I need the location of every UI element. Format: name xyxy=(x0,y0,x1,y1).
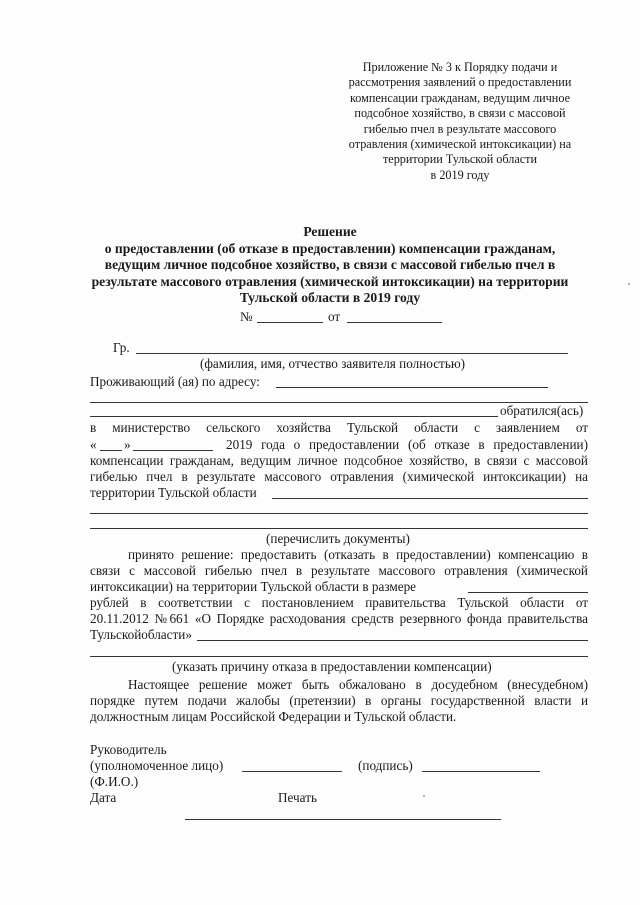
date-field[interactable] xyxy=(347,322,442,323)
body-line: компенсации гражданам, ведущим личное подсобное хозяйство, в связи с массовой xyxy=(90,453,588,468)
date-label: от xyxy=(328,309,341,324)
application-day-field[interactable] xyxy=(100,450,122,451)
title-line: Тульской области в 2019 году xyxy=(239,290,421,306)
address-label: Проживающий (ая) по адресу: xyxy=(90,374,260,389)
appendix-line: подсобное хозяйство, в связи с массовой xyxy=(354,106,566,121)
application-month-field[interactable] xyxy=(133,450,213,451)
title-line: о предоставлении (об отказе в предоставлении) компенсации гражданам, xyxy=(104,240,556,256)
scan-speck xyxy=(628,283,630,285)
title-heading: Решение xyxy=(303,224,357,239)
appendix-note xyxy=(330,60,590,183)
reason-field[interactable] xyxy=(197,640,588,641)
fio-label: (Ф.И.О.) xyxy=(90,774,139,789)
citizen-name-field[interactable] xyxy=(136,353,568,354)
date-sign-label: Дата xyxy=(90,790,117,805)
document-title xyxy=(80,224,580,307)
reason-hint: (указать причину отказа в предоставлении компенсации) xyxy=(172,659,492,674)
head-label: Руководитель xyxy=(90,742,167,757)
decision-line: рублей в соответствии с постановлением правительства Тульской области от xyxy=(90,595,588,610)
appendix-line: отравления (химической интоксикации) на xyxy=(348,137,572,152)
authorized-label: (уполномоченное лицо) xyxy=(90,758,224,773)
documents-hint: (перечислить документы) xyxy=(266,531,410,546)
appendix-line: в 2019 году xyxy=(430,167,490,182)
number-field[interactable] xyxy=(257,322,323,323)
number-label: № xyxy=(240,309,253,324)
documents-field[interactable] xyxy=(272,498,588,499)
amount-field[interactable] xyxy=(468,592,588,593)
decision-line: Тульскойобласти» xyxy=(90,627,192,642)
appendix-line: рассмотрения заявлений о предоставлении xyxy=(348,75,572,90)
appeal-line: Настоящее решение может быть обжаловано в досудебном (внесудебном) xyxy=(128,677,588,692)
decision-line: связи с массовой гибелью пчел в результате массового отравления (химической xyxy=(90,563,588,578)
appeal-line: порядке путем подачи жалобы (претензии) в органы государственной власти и xyxy=(90,693,588,708)
address-field[interactable] xyxy=(276,387,548,388)
authorized-name-field[interactable] xyxy=(242,771,342,772)
title-line: результате массового отравления (химической интоксикации) на территории xyxy=(91,273,569,289)
appendix-line: гибелью пчел в результате массового xyxy=(363,121,557,136)
appeal-line: должностным лицам Российской Федерации и Тульской области. xyxy=(90,709,457,724)
decision-line: принято решение: предоставить (отказать в предоставлении) компенсацию в xyxy=(128,547,588,562)
documents-field-line2[interactable] xyxy=(90,513,588,514)
signature-label: (подпись) xyxy=(358,758,413,773)
scan-speck xyxy=(423,795,425,797)
stamp-label: Печать xyxy=(278,790,317,805)
decision-line: интоксикации) на территории Тульской области в размере xyxy=(90,579,417,594)
quote-open: « xyxy=(90,437,97,452)
signature-field[interactable] xyxy=(422,771,540,772)
decision-line: 20.11.2012 №661 «О Порядке расходования средств резервного фонда правительства xyxy=(90,611,588,626)
body-line: гибелью пчел в результате массового отравления (химической интоксикации) на xyxy=(90,469,588,484)
applied-text: обратился(ась) xyxy=(500,403,584,418)
quote-close: » xyxy=(124,437,131,452)
bottom-line xyxy=(185,819,501,820)
body-line: в министерство сельского хозяйства Тульской области с заявлением от xyxy=(90,420,588,435)
documents-field-line3[interactable] xyxy=(90,528,588,529)
citizen-hint: (фамилия, имя, отчество заявителя полностью) xyxy=(200,356,466,371)
appendix-line: Приложение № 3 к Порядку подачи и xyxy=(362,60,558,74)
title-line: ведущим личное подсобное хозяйство, в связи с массовой гибелью пчел в xyxy=(104,257,556,273)
appendix-line: компенсации гражданам, ведущим личное xyxy=(350,90,570,105)
body-line: территории Тульской области xyxy=(90,485,257,500)
body-line: 2019 года о предоставлении (об отказе в предоставлении) xyxy=(226,437,588,452)
address-field-line3[interactable] xyxy=(90,416,498,417)
reason-field-line2[interactable] xyxy=(90,656,588,657)
citizen-label: Гр. xyxy=(113,340,130,355)
appendix-line: территории Тульской области xyxy=(382,152,538,167)
